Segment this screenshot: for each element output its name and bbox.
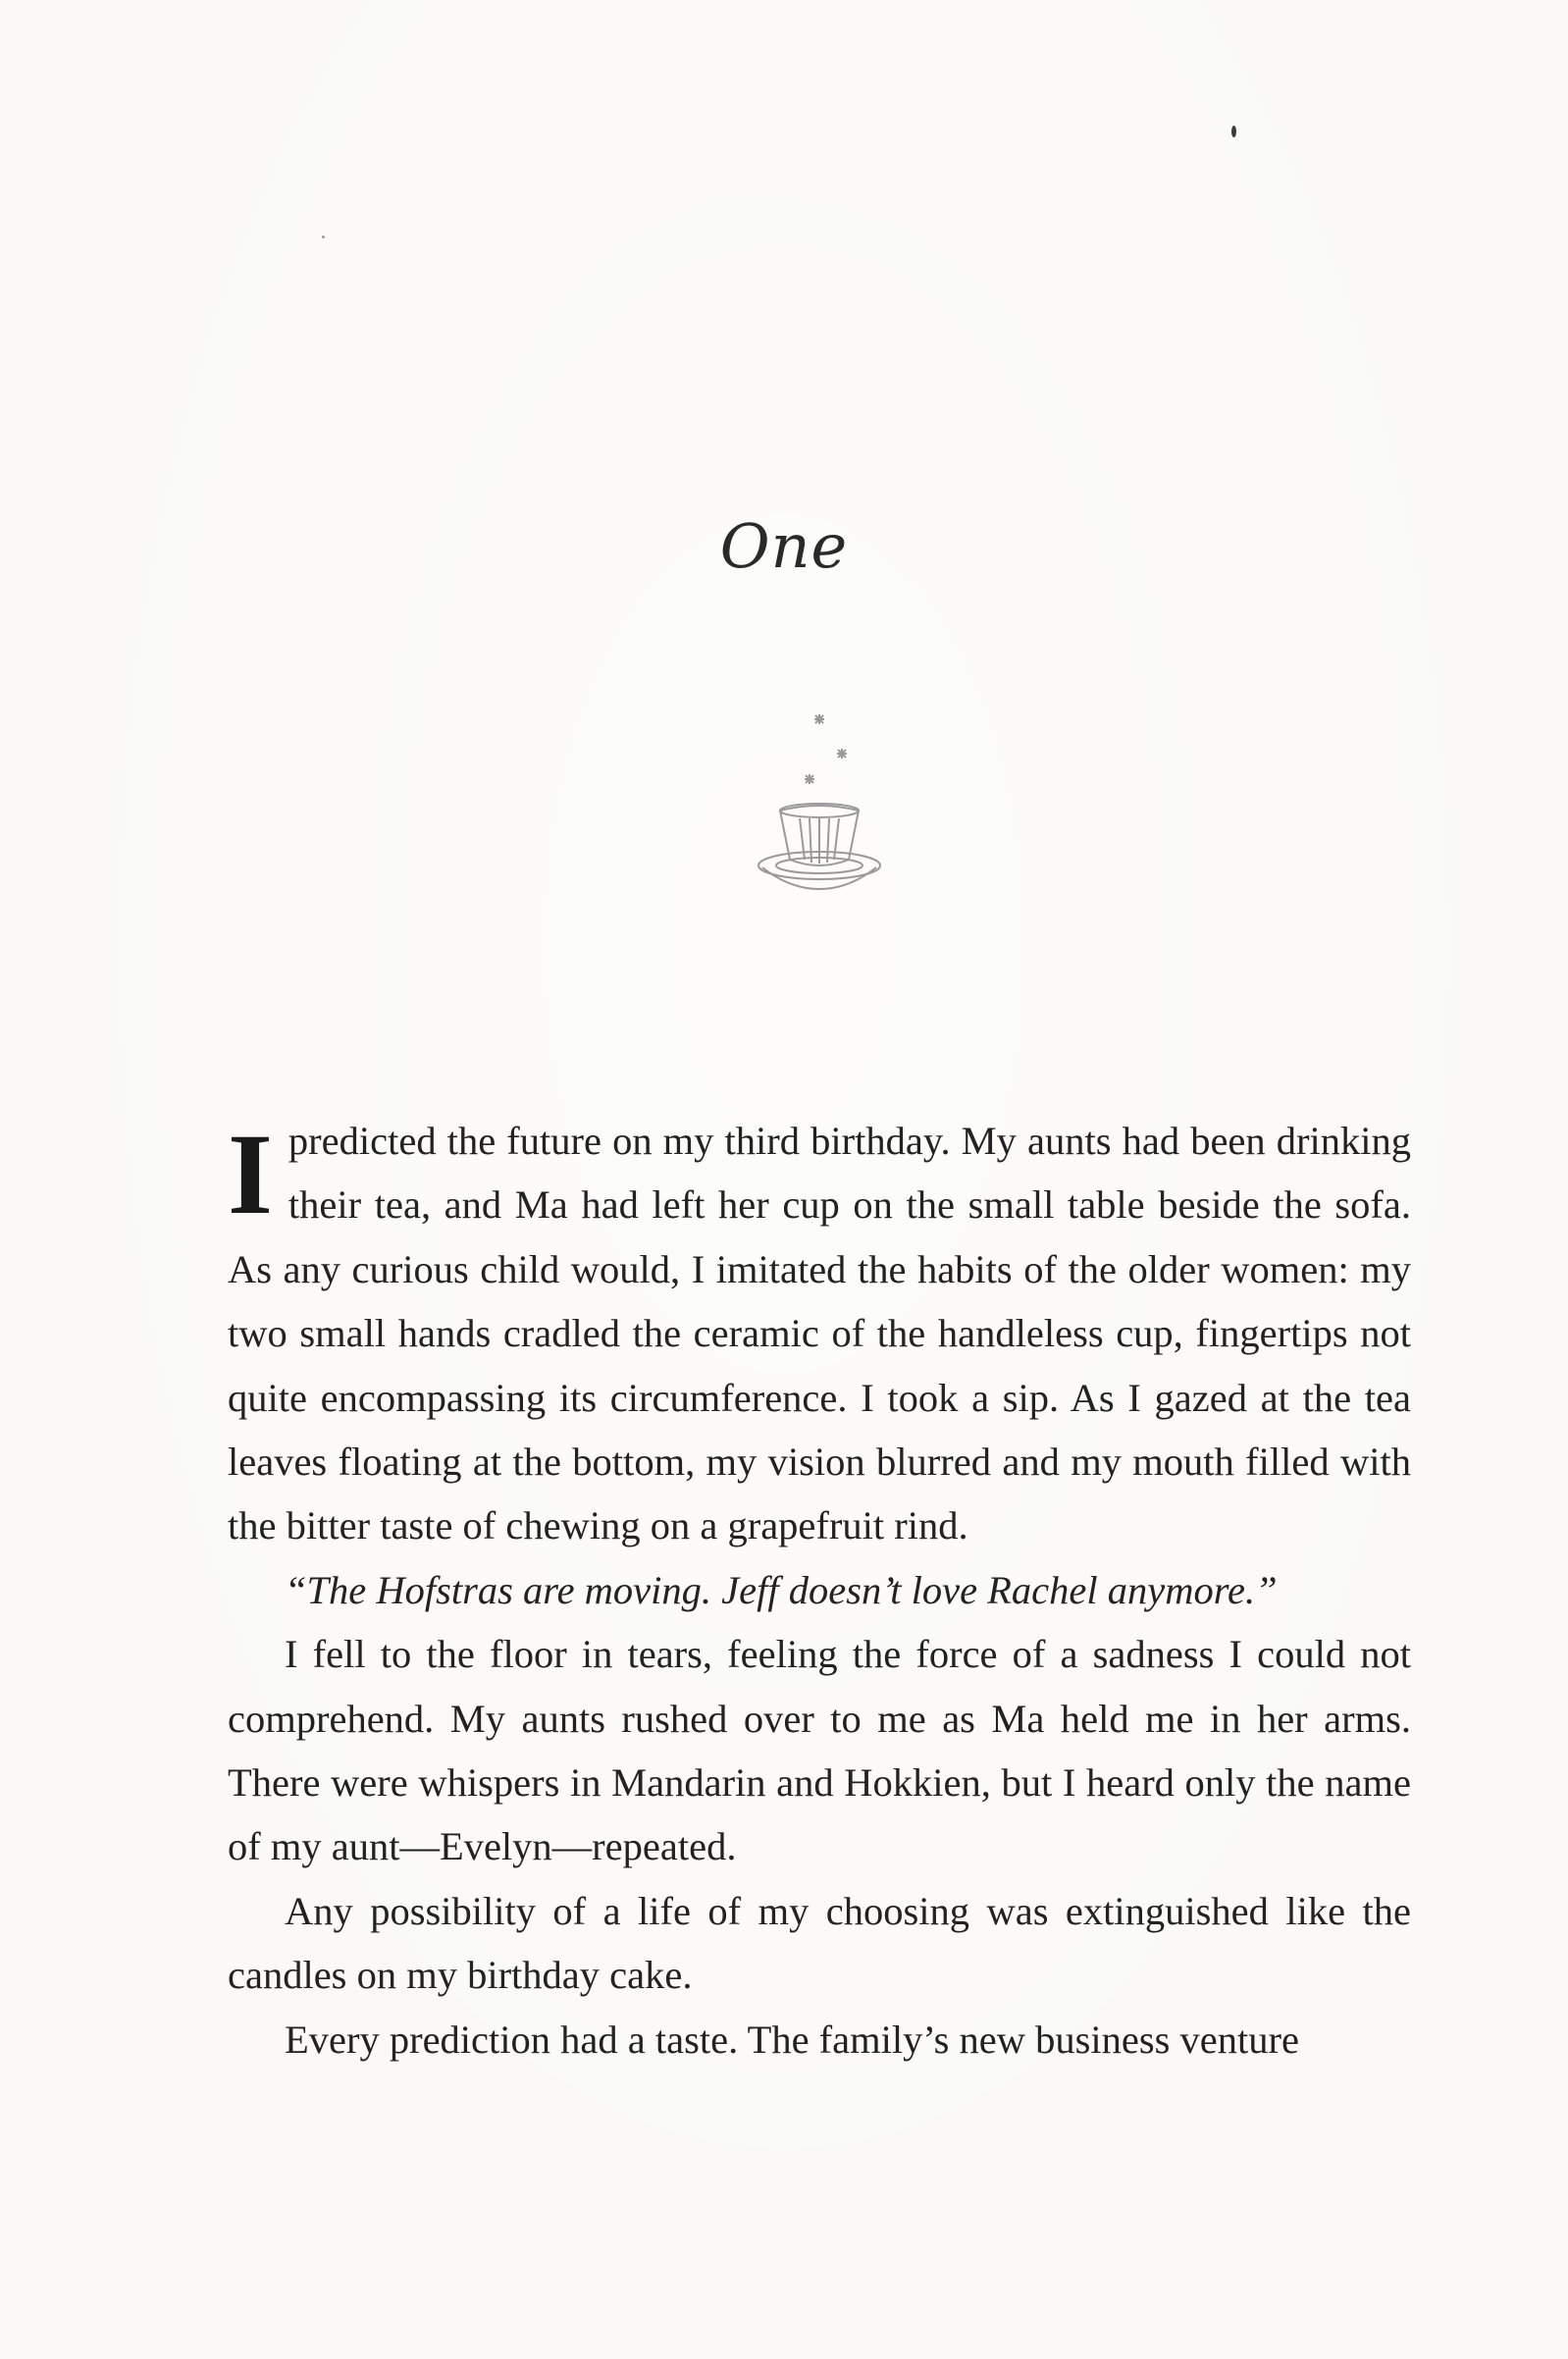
chapter-title: One xyxy=(719,510,849,582)
print-speck xyxy=(322,236,325,238)
paragraph-5: Every prediction had a taste. The family’s new business venture xyxy=(285,2017,1299,2062)
paragraph-text: predicted the future on my third birthday. My aunts had been drinking their tea, and Ma had left her cup on the small table beside the sofa. As any curious child would, I imitated the habits of the older women: my two small hands cradled the ceramic of the handleless cup, fingertips not quite encompassing its circumference. I took a sip. As I gazed at the tea leaves floating at the bottom, my vision blurred and my mouth filled with the bitter taste of chewing on a grapefruit rind. xyxy=(228,1119,1411,1548)
paragraph-2-quote: “The Hofstras are moving. Jeff doesn’t love Rachel anymore.” xyxy=(285,1567,1278,1612)
paragraph-1 xyxy=(228,1109,1411,1558)
body-text xyxy=(228,1109,1411,2071)
drop-cap: I xyxy=(228,1110,273,1238)
paragraph-4: Any possibility of a life of my choosing was extinguished like the candles on my birthday cake. xyxy=(228,1888,1411,1998)
teacup-with-steam-icon xyxy=(751,703,888,899)
print-speck xyxy=(1231,126,1236,137)
paragraph-3: I fell to the floor in tears, feeling the force of a sadness I could not comprehend. My aunts rushed over to me as Ma held me in her arms. There were whispers in Mandarin and Hokkien, but I heard only the name of my aunt—Evelyn—repeated. xyxy=(228,1632,1411,1869)
